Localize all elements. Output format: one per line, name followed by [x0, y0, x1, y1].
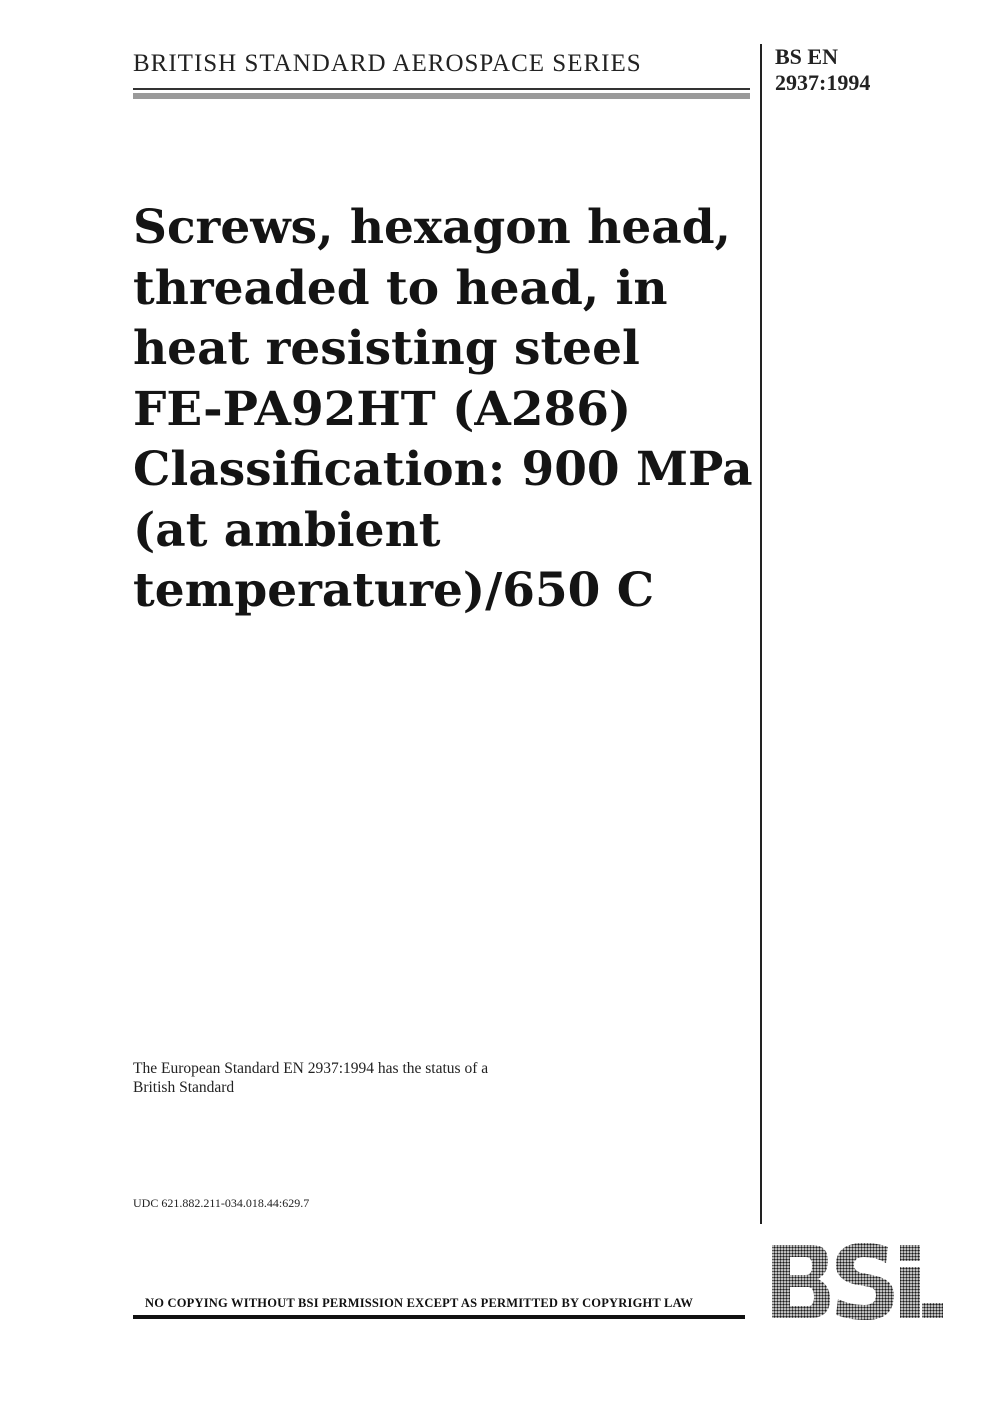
standard-number — [775, 44, 870, 96]
title-line: threaded to head, in — [133, 260, 668, 316]
copyright-notice: NO COPYING WITHOUT BSI PERMISSION EXCEPT AS PERMITTED BY COPYRIGHT LAW — [145, 1296, 694, 1310]
footer-rule — [133, 1315, 745, 1319]
title-line: temperature)/650 C — [133, 563, 655, 618]
udc-code: UDC 621.882.211-034.018.44:629.7 — [133, 1196, 310, 1210]
header-rule — [133, 88, 750, 90]
series-title: BRITISH STANDARD AEROSPACE SERIES — [133, 50, 642, 77]
vertical-divider — [760, 44, 762, 1224]
header-rule-grey — [133, 93, 750, 99]
document-title — [133, 198, 753, 622]
standard-number-line1: BS EN — [775, 44, 838, 69]
title-line: FE-PA92HT (A286) — [133, 381, 632, 437]
standard-number-line2: 2937:1994 — [775, 70, 871, 95]
title-line: (at ambient — [133, 502, 441, 558]
title-line: Classification: 900 MPa — [133, 442, 753, 497]
title-line: Screws, hexagon head, — [133, 200, 731, 255]
status-note — [133, 1059, 603, 1097]
status-note-line: The European Standard EN 2937:1994 has the status of a — [133, 1060, 489, 1077]
title-line: heat resisting steel — [133, 321, 640, 376]
status-note-line: British Standard — [133, 1079, 235, 1096]
bsi-logo — [770, 1243, 945, 1320]
